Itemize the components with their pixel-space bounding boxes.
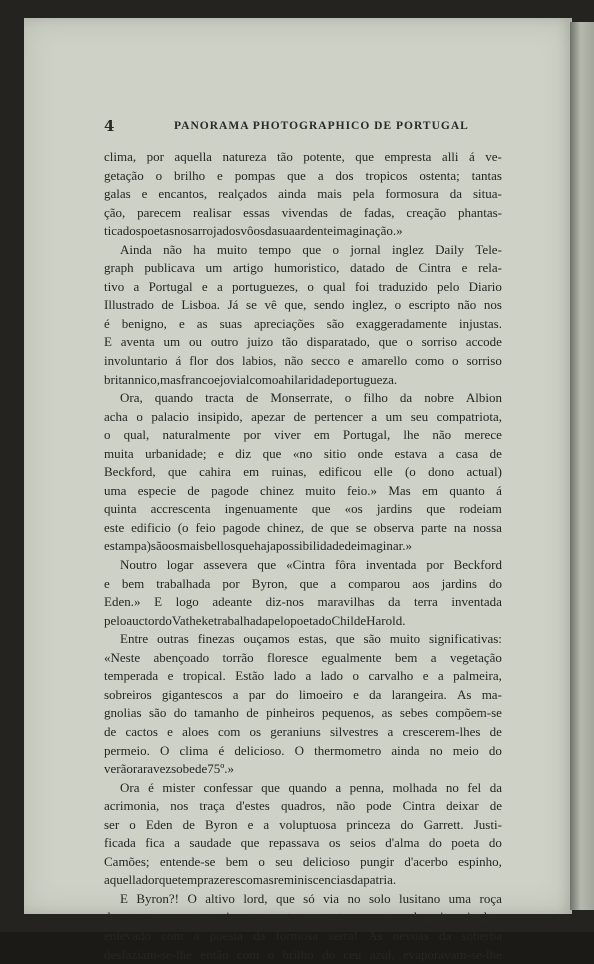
text-line: Entre outras finezas ouçamos estas, que são muito significativas: (120, 631, 502, 647)
text-line: quinta accrescenta ingenuamente que «os jardins que rodeiam (104, 501, 502, 517)
page-number: 4 (104, 117, 115, 135)
text-line: permeio. O clima é delicioso. O thermometro ainda no meio do (104, 742, 502, 758)
text-line: Eden.» E logo adeante diz-nos maravilhas da terra inventada (104, 594, 502, 610)
text-line: muita urbanidade; e diz que «no sitio onde estava a casa de (104, 445, 502, 461)
text-line: graph publicava um artigo humoristico, datado de Cintra e rela- (104, 260, 502, 276)
text-line: britannico, mas franco e jovial como a hilaridade portugueza. (104, 371, 398, 387)
text-line: estampa) são os mais bellos que haja possibilidade de imaginar.» (104, 538, 413, 554)
text-line: Camões; entende-se bem o seu delicioso pungir d'acerbo espinho, (104, 853, 502, 869)
text-line: de escravos, esquecia momentaneamente o seu despeito inglez, (104, 909, 502, 925)
text-line: de cactos e aloes com os geraniuns silvestres a crescerem-lhes de (104, 723, 502, 739)
text-line: acrimonia, nos traça d'estes quadros, não pode Cintra deixar de (104, 798, 502, 814)
text-line: involuntario á flor dos labios, não secco e amarello como o sorriso (104, 353, 502, 369)
text-line: aquella dor que tem prazeres com as reminiscencias da patria. (104, 872, 397, 888)
text-line: ficada fica a saudade que repassava os seios d'alma do poeta do (104, 835, 502, 851)
text-line: «Neste abençoado torrão floresce egualmente bem a vegetação (104, 649, 502, 665)
running-head-title: PANORAMA PHOTOGRAPHICO DE PORTUGAL (174, 120, 469, 132)
text-line: Beckford, que cahira em ruinas, edificou elle (o dono actual) (104, 464, 502, 480)
text-line: acha o palacio insipido, apezar de pertencer a um seu compatriota, (104, 408, 502, 424)
text-line: verão rara vez sobe de 75º.» (104, 761, 235, 777)
text-line: tica dos poetas nos arrojados vôos da sua ardente imaginação.» (104, 223, 403, 239)
text-line: clima, por aquella natureza tão potente, que empresta alli á ve- (104, 149, 502, 164)
text-line: E aventa um ou outro juizo tão disparatado, que o sorriso accode (104, 334, 502, 350)
text-line: getação o brilho e pompas que a dos tropicos ostenta; tantas (104, 167, 502, 183)
text-line: Ainda não ha muito tempo que o jornal inglez Daily Tele- (120, 241, 502, 257)
text-line: e bem trabalhada por Byron, que a comparou aos jardins do (104, 575, 502, 591)
text-line: Illustrado de Lisboa. Já se vê que, sendo inglez, o escripto não nos (104, 297, 502, 313)
text-line: desfaziam-se-lhe então com o brilho do ceu azul, evaporavam-se-lhe (104, 946, 502, 962)
text-line: tivo a Portugal e a portuguezes, o qual foi traduzido pelo Diario (104, 278, 502, 294)
text-line: galas e encantos, realçados ainda mais pela formosura da situa- (104, 186, 502, 202)
text-line: uma especie de pagode chinez muito feio.» Mas em quanto á (104, 482, 502, 498)
text-line: temperada e tropical. Estão lado a lado o carvalho e a palmeira, (104, 668, 502, 684)
text-line: é benigno, e as suas apreciações são exaggeradamente injustas. (104, 315, 502, 331)
running-head (104, 117, 502, 138)
text-line: ção, parecem realisar essas vivendas de fadas, creação phantas- (104, 204, 502, 220)
text-line: este edificio (o feio pagode chinez, de que se observa parte na nossa (104, 519, 502, 535)
text-line: Noutro logar assevera que «Cintra fôra inventada por Beckford (120, 557, 502, 573)
text-line: pelo auctor do Vathek e trabalhada pelo poeta do Childe Harold. (104, 612, 406, 628)
body-text (104, 148, 502, 964)
text-line: E Byron?! O altivo lord, que só via no solo lusitano uma roça (120, 890, 502, 906)
text-line: sobreiros gigantescos a par do limoeiro e da larangeira. As ma- (104, 686, 502, 702)
text-line: Ora, quando tracta de Monserrate, o filho da nobre Albion (120, 390, 502, 406)
text-line: Ora é mister confessar que quando a penna, molhada no fel da (120, 779, 502, 795)
text-line: gnolias são do tamanho de pinheiros pequenos, as sebes compõem-se (104, 705, 502, 721)
text-line: enlevado com a poesia da formosa serra! As nevoas da soberba (104, 927, 502, 943)
text-line: ser o Eden de Byron e a voluptuosa princeza do Garrett. Justi- (104, 816, 502, 832)
text-line: o qual, naturalmente por viver em Portugal, lhe não merece (104, 427, 502, 443)
next-page-edge (570, 22, 594, 910)
